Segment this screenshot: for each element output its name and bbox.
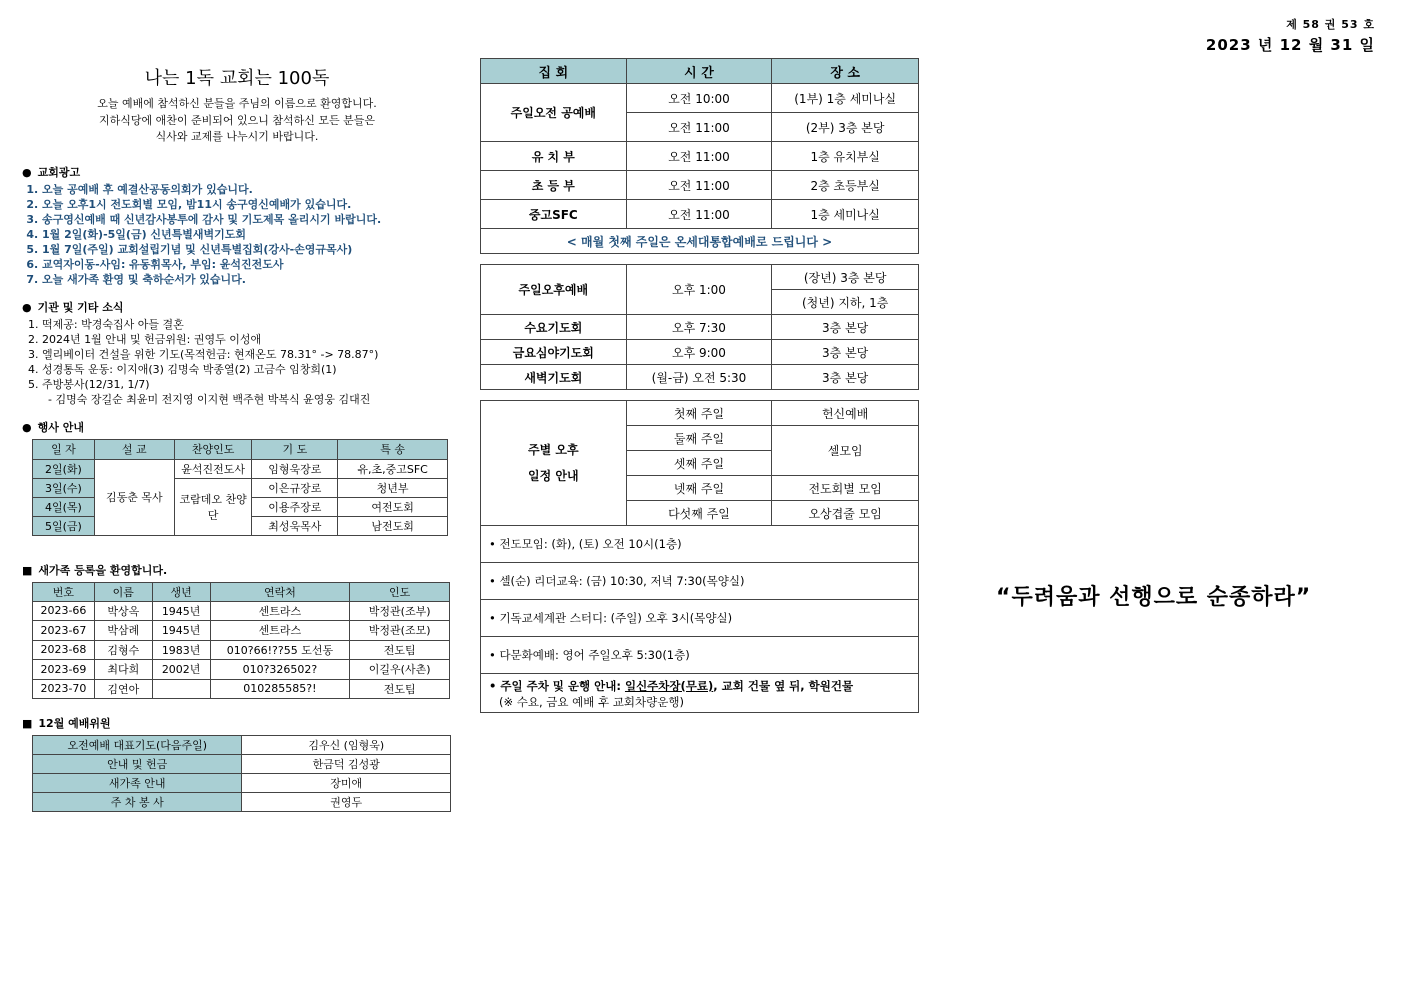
issue-volume: 제 58 권 53 호 [1286,18,1375,31]
newcomers-table [32,582,450,700]
extra-note: • 셀(순) 리더교육: (금) 10:30, 저녁 7:30(목양실) [480,563,919,600]
notice-item: 5. 1월 7일(주일) 교회설립기념 및 신년특별집회(강사-손영규목사) [42,242,452,257]
news-item: 5. 주방봉사(12/31, 1/7) [42,377,452,392]
service-name: 초 등 부 [481,171,627,200]
event-worship-leader: 코람데오 찬양단 [174,478,252,535]
notice-item: 7. 오늘 새가족 환영 및 축하순서가 있습니다. [42,272,452,287]
afternoon-schedule-table [480,264,919,390]
parking-sub: (※ 수요, 금요 예배 후 교회차량운행) [499,695,684,709]
integrated-worship-note: < 매월 첫째 주일은 온세대통합예배로 드립니다 > [481,229,919,254]
table-row: 2023-70 김연아 010285585?! 전도팀 [33,679,450,699]
event-special-song: 여전도회 [338,497,448,516]
news-item: 1. 떡제공: 박경숙집사 아들 결혼 [42,317,452,332]
schedule-header: 장 소 [772,59,919,84]
event-special-song: 남전도회 [338,516,448,535]
week-label: 셋째 주일 [626,451,772,476]
event-prayer: 임형욱장로 [252,459,338,478]
events-header: 특 송 [338,439,448,459]
committee-title: ■ 12월 예배위원 [22,717,111,730]
event-prayer: 이은규장로 [252,478,338,497]
events-header: 찬양인도 [174,439,252,459]
notice-item: 2. 오늘 오후1시 전도회별 모임, 밤11시 송구영신예배가 있습니다. [42,197,452,212]
service-place: 2층 초등부실 [772,171,919,200]
event-date: 4일(목) [33,497,95,516]
table-row: 주 차 봉 사 권영두 [33,793,451,812]
events-table [32,439,448,536]
welcome-line: 식사와 교제를 나누시기 바랍니다. [155,130,319,143]
circle-bullet-icon: ● [22,300,32,314]
service-time: 오전 11:00 [626,171,772,200]
service-place: (2부) 3층 본당 [772,113,919,142]
service-place: (1부) 1층 세미나실 [772,84,919,113]
service-name: 수요기도회 [481,315,627,340]
table-row: 새가족 안내 장미애 [33,774,451,793]
service-time: 오후 1:00 [626,265,772,315]
event-preacher: 김동춘 목사 [94,459,174,535]
square-bullet-icon: ■ [22,563,33,577]
service-place: 3층 본당 [772,365,919,390]
service-place: 3층 본당 [772,315,919,340]
events-title: ● 행사 안내 [22,420,84,434]
service-place: 1층 유치부실 [772,142,919,171]
schedule-header: 집 회 [481,59,627,84]
service-time: 오전 11:00 [626,113,772,142]
service-name: 새벽기도회 [481,365,627,390]
dot-bullet-icon: • [489,648,500,662]
extra-note: • 전도모임: (화), (토) 오전 10시(1층) [480,526,919,563]
service-time: (월-금) 오전 5:30 [626,365,772,390]
events-header: 일 자 [33,439,95,459]
service-place: (장년) 3층 본당 [772,265,919,290]
parking-note: • 주일 주차 및 운행 안내: 일신주차장(무료), 교회 건물 옆 뒤, 학원건물 (※ 수요, 금요 예배 후 교회차량운행) [480,674,919,713]
circle-bullet-icon: ● [22,420,32,434]
news-item: 3. 엘리베이터 건설을 위한 기도(목적헌금: 현재온도 78.31° -> 78.87°) [42,347,452,362]
service-place: 1층 세미나실 [772,200,919,229]
table-row: 2023-67 박삼례 1945년 센트라스 박정관(조모) [33,621,450,641]
schedule-table [480,58,919,254]
notices-list [22,182,452,287]
parking-place: 일신주차장(무료) [624,679,714,693]
service-name: 주일오전 공예배 [481,84,627,142]
dot-bullet-icon: • [489,537,500,551]
service-time: 오전 11:00 [626,142,772,171]
service-time: 오후 9:00 [626,340,772,365]
event-worship-leader: 윤석진전도사 [174,459,252,478]
week-label: 첫째 주일 [626,401,772,426]
slogan: “두려움과 선행으로 순종하라” [996,585,1312,610]
event-prayer: 이용주장로 [252,497,338,516]
service-name: 금요심야기도회 [481,340,627,365]
service-time: 오전 11:00 [626,200,772,229]
event-prayer: 최성욱목사 [252,516,338,535]
kitchen-volunteers: - 김명숙 장길순 최윤미 전지영 이지현 백주현 박복식 윤영웅 김대진 [48,392,371,406]
event-special-song: 청년부 [338,478,448,497]
square-bullet-icon: ■ [22,717,33,730]
notice-item: 3. 송구영신예배 때 신년감사봉투에 감사 및 기도제목 올리시기 바랍니다. [42,212,452,227]
service-name: 중고SFC [481,200,627,229]
schedule-header: 시 간 [626,59,772,84]
week-label: 둘째 주일 [626,426,772,451]
notice-item: 4. 1월 2일(화)-5일(금) 신년특별새벽기도회 [42,227,452,242]
welcome-line: 오늘 예배에 참석하신 분들을 주님의 이름으로 환영합니다. [97,97,377,110]
dot-bullet-icon: • [489,679,501,693]
welcome-line: 지하식당에 애찬이 준비되어 있으니 참석하신 모든 분들은 [98,113,375,127]
table-row: 안내 및 헌금 한금덕 김성광 [33,755,451,774]
service-name: 주일오후예배 [481,265,627,315]
week-label: 넷째 주일 [626,476,772,501]
notice-item: 1. 오늘 공예배 후 예결산공동의회가 있습니다. [42,182,452,197]
newcomers-header: 인도 [350,582,450,601]
event-date: 3일(수) [33,478,95,497]
table-row: 2023-69 최다희 2002년 010?326502? 이길우(사촌) [33,660,450,680]
other-news-title: ● 기관 및 기타 소식 [22,300,124,314]
dot-bullet-icon: • [489,611,500,625]
news-item: 4. 성경통독 운동: 이지애(3) 김명숙 박종열(2) 고금수 임창희(1) [42,362,452,377]
circle-bullet-icon: ● [22,165,32,179]
week-activity: 헌신예배 [772,401,919,426]
issue-header [1206,16,1375,55]
news-item: 2. 2024년 1월 안내 및 헌금위원: 권영두 이성애 [42,332,452,347]
week-activity: 전도회별 모임 [772,476,919,501]
service-name: 유 치 부 [481,142,627,171]
service-place: (청년) 지하, 1층 [772,290,919,315]
table-row: 2023-66 박상옥 1945년 센트라스 박정관(조부) [33,601,450,621]
extra-note: • 기독교세계관 스터디: (주일) 오후 3시(목양실) [480,600,919,637]
week-label: 다섯째 주일 [626,501,772,526]
event-date: 2일(화) [33,459,95,478]
event-special-song: 유,초,중고SFC [338,459,448,478]
issue-date: 2023 년 12 월 31 일 [1205,36,1375,54]
extra-note: • 다문화예배: 영어 주일오후 5:30(1층) [480,637,919,674]
table-row: 2023-68 김형수 1983년 010?66!??55 도선동 전도팀 [33,640,450,660]
events-header: 설 교 [94,439,174,459]
other-news-list [22,317,452,392]
newcomers-title: ■ 새가족 등록을 환영합니다. [22,563,168,577]
table-row: 오전예배 대표기도(다음주일) 김우신 (임형욱) [33,736,451,755]
events-header: 기 도 [252,439,338,459]
left-column [22,62,452,812]
notices-title: ● 교회광고 [22,165,81,179]
service-time: 오후 7:30 [626,315,772,340]
newcomers-header: 연락처 [210,582,350,601]
middle-column [480,58,919,713]
newcomers-header: 이름 [94,582,152,601]
newcomers-header: 생년 [152,582,210,601]
dot-bullet-icon: • [489,574,500,588]
week-activity: 오상겹줄 모임 [772,501,919,526]
newcomers-header: 번호 [33,582,95,601]
weekly-schedule-table [480,400,919,526]
committee-table [32,735,451,812]
service-time: 오전 10:00 [626,84,772,113]
welcome-title: 나는 1독 교회는 100독 [144,68,330,89]
notice-item: 6. 교역자이동-사임: 유동휘목사, 부임: 윤석진전도사 [42,257,452,272]
event-date: 5일(금) [33,516,95,535]
welcome-text [22,96,452,146]
service-place: 3층 본당 [772,340,919,365]
weekly-title: 주별 오후 일정 안내 [481,401,627,526]
week-activity: 셀모임 [772,426,919,476]
